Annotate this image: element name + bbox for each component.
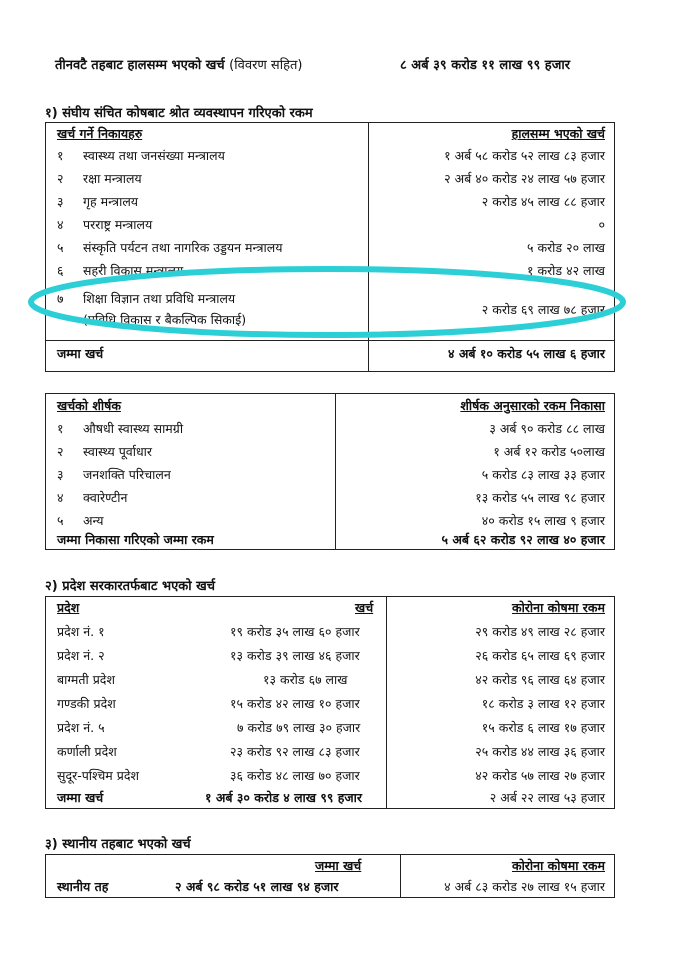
table-row [45, 463, 615, 485]
local-level-label: स्थानीय तह [57, 879, 109, 894]
section2-table [45, 596, 615, 809]
table-row [45, 417, 615, 439]
section1b-total: ५ अर्ब ६२ करोड ९२ लाख ४० हजार [441, 532, 605, 547]
row-number: ५ [57, 513, 64, 528]
row-number: ३ [57, 194, 64, 209]
table-row [45, 764, 615, 786]
grand-total: ८ अर्ब ३९ करोड ११ लाख ९९ हजार [400, 58, 571, 73]
table-row [45, 440, 615, 462]
col-header-fund: कोरोना कोषमा रकम [511, 858, 605, 873]
agency-name: शिक्षा विज्ञान तथा प्रविधि मन्त्रालय [83, 291, 236, 306]
province-spent: १९ करोड ३५ लाख ६० हजार [230, 624, 360, 639]
row-number: ३ [57, 467, 64, 482]
total-spent: १ अर्ब ३० करोड ४ लाख ९९ हजार [205, 790, 362, 805]
table-row-total [45, 786, 615, 808]
table-row [45, 190, 615, 212]
table-row [45, 213, 615, 235]
head-name: जनशक्ति परिचालन [83, 467, 171, 482]
table-row [45, 668, 615, 690]
head-amount: १ अर्ब १२ करोड ५०लाख [493, 444, 605, 459]
agency-name: रक्षा मन्त्रालय [83, 171, 142, 186]
table-row [45, 692, 615, 714]
document-title [55, 55, 302, 73]
col-header-head: खर्चको शीर्षक [57, 398, 121, 413]
agency-amount: ० [598, 217, 605, 232]
province-spent: २३ करोड ९२ लाख ८३ हजार [230, 744, 360, 759]
province-spent: १३ करोड ३९ लाख ४६ हजार [230, 648, 360, 663]
agency-amount: २ करोड ४५ लाख ८८ हजार [481, 194, 605, 209]
col-header-agency: खर्च गर्ने निकायहरु [57, 126, 143, 141]
agency-amount: ५ करोड २० लाख [527, 240, 605, 255]
total-fund: २ अर्ब २२ लाख ५३ हजार [489, 790, 605, 805]
head-name: क्वारेण्टीन [83, 490, 128, 505]
section3-table [45, 854, 615, 898]
agency-name: गृह मन्त्रालय [83, 194, 139, 209]
agency-name: संस्कृति पर्यटन तथा नागरिक उड्डयन मन्त्रालय [83, 240, 283, 255]
title-note: (विवरण सहित) [229, 58, 303, 73]
agency-amount: २ करोड ६९ लाख ७८ हजार [481, 302, 605, 317]
province-spent: ३६ करोड ४८ लाख ७० हजार [230, 768, 360, 783]
row-number: २ [57, 171, 64, 186]
head-name: औषधी स्वास्थ्य सामग्री [83, 421, 184, 436]
table-row [45, 740, 615, 762]
title-text: तीनवटै तहबाट हालसम्म भएको खर्च [55, 58, 225, 73]
col-header-province: प्रदेश [57, 600, 80, 615]
total-label: जम्मा खर्च [57, 790, 104, 805]
province-name: प्रदेश नं. २ [57, 648, 105, 663]
province-fund: ४२ करोड ५७ लाख २७ हजार [475, 768, 605, 783]
province-fund: ४२ करोड ९६ लाख ६४ हजार [475, 672, 605, 687]
agency-subname: (प्रविधि विकास र बैकल्पिक सिकाई) [83, 312, 247, 327]
row-number: १ [57, 421, 64, 436]
province-spent: ७ करोड ७९ लाख ३० हजार [237, 720, 361, 735]
col-header-fund: कोरोना कोषमा रकम [511, 600, 605, 615]
table-row [45, 167, 615, 189]
head-name: स्वास्थ्य पूर्वाधार [83, 444, 153, 459]
row-number: ५ [57, 240, 64, 255]
table-row [45, 236, 615, 258]
province-name: प्रदेश नं. १ [57, 624, 105, 639]
province-name: गण्डकी प्रदेश [57, 696, 116, 711]
highlight-ellipse [25, 262, 630, 342]
head-amount: ५ करोड ८३ लाख ३३ हजार [481, 467, 605, 482]
table-row [45, 509, 615, 531]
section2-heading: २) प्रदेश सरकारतर्फबाट भएको खर्च [45, 579, 216, 594]
province-fund: २९ करोड ४९ लाख २८ हजार [475, 624, 605, 639]
section1-total: ४ अर्ब १० करोड ५५ लाख ६ हजार [448, 346, 605, 361]
col-header-total-spent: जम्मा खर्च [315, 858, 362, 873]
province-fund: २६ करोड ६५ लाख ६९ हजार [475, 648, 605, 663]
row-number: ४ [57, 490, 64, 505]
table-row [45, 144, 615, 166]
table-row [45, 716, 615, 738]
section1b-total-label: जम्मा निकासा गरिएको जम्मा रकम [57, 532, 214, 547]
table-row [45, 486, 615, 508]
section1b-table [45, 393, 615, 550]
row-number: २ [57, 444, 64, 459]
col-header-release: शीर्षक अनुसारको रकम निकासा [460, 398, 605, 413]
table-row [45, 644, 615, 666]
province-name: प्रदेश नं. ५ [57, 720, 105, 735]
agency-name: स्वास्थ्य तथा जनसंख्या मन्त्रालय [83, 148, 225, 163]
province-name: सुदूर-पश्चिम प्रदेश [57, 768, 139, 783]
local-level-spent: २ अर्ब ९८ करोड ५१ लाख ९४ हजार [175, 879, 339, 894]
province-name: बाग्मती प्रदेश [57, 672, 115, 687]
section1-total-label: जम्मा खर्च [57, 346, 104, 361]
agency-name: परराष्ट्र मन्त्रालय [83, 217, 153, 232]
col-header-spent: खर्च [355, 600, 374, 615]
agency-amount: २ अर्ब ४० करोड २४ लाख ५७ हजार [444, 171, 605, 186]
row-number: ४ [57, 217, 64, 232]
province-fund: १५ करोड ६ लाख १७ हजार [481, 720, 605, 735]
table-row [45, 620, 615, 642]
section1-heading: १) संघीय संचित कोषबाट श्रोत व्यवस्थापन गरिएको रकम [45, 106, 313, 121]
province-fund: २५ करोड ४४ लाख ३६ हजार [475, 744, 605, 759]
row-number: ७ [57, 291, 64, 306]
row-number: १ [57, 148, 64, 163]
agency-name: सहरी विकास मन्त्रालय [83, 263, 184, 278]
head-amount: ४० करोड १५ लाख ९ हजार [481, 513, 605, 528]
local-level-fund: ४ अर्ब ८३ करोड २७ लाख १५ हजार [444, 879, 605, 894]
head-name: अन्य [83, 513, 104, 528]
section3-heading: ३) स्थानीय तहबाट भएको खर्च [45, 837, 191, 852]
province-spent: १५ करोड ४२ लाख १० हजार [230, 696, 360, 711]
head-amount: १३ करोड ५५ लाख ९८ हजार [475, 490, 605, 505]
province-name: कर्णाली प्रदेश [57, 744, 117, 759]
col-header-spent: हालसम्म भएको खर्च [511, 126, 605, 141]
head-amount: ३ अर्ब ९० करोड ८८ लाख [489, 421, 605, 436]
agency-amount: १ करोड ४२ लाख [527, 263, 605, 278]
province-spent: १३ करोड ६७ लाख [263, 672, 348, 687]
province-fund: १८ करोड ३ लाख १२ हजार [481, 696, 605, 711]
row-number: ६ [57, 263, 64, 278]
agency-amount: १ अर्ब ५८ करोड ५२ लाख ८३ हजार [444, 148, 605, 163]
